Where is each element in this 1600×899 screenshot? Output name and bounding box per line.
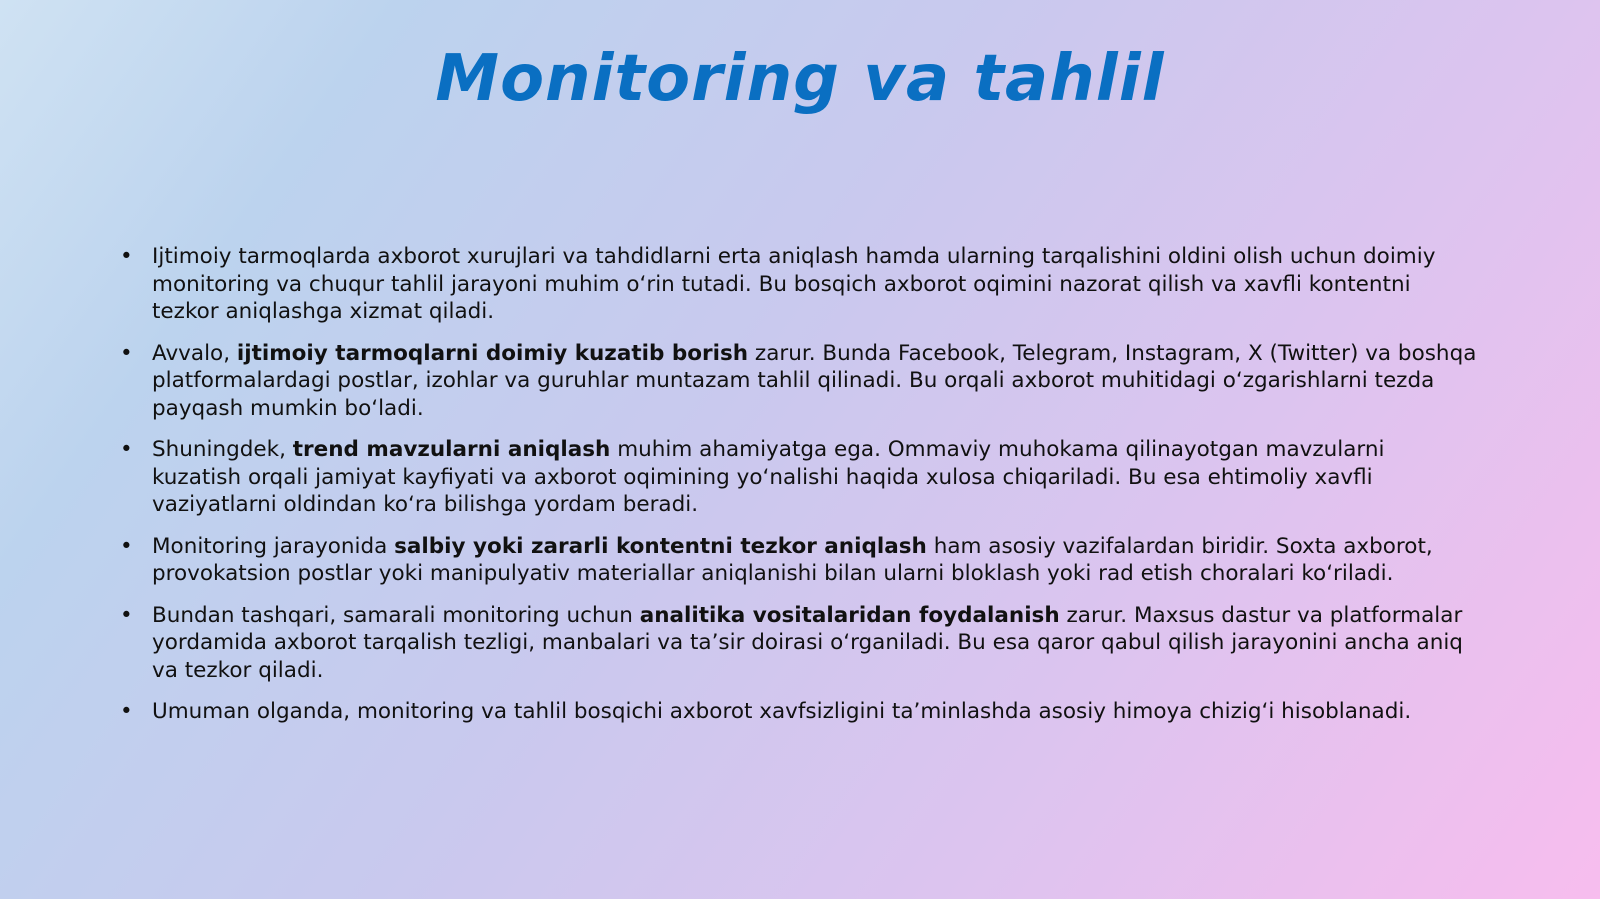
bullet-bold-text: analitika vositalaridan foydalanish (639, 602, 1060, 628)
bullet-text: Ijtimoiy tarmoqlarda axborot xurujlari va tahdidlarni erta aniqlash hamda ularning tarqalishini oldini olish uchun doimiy monitoring va chuqur tahlil jarayoni muhim oʻrin tutadi. Bu bosqich axborot oqimini nazorat qilish va xavfli kontentni tezkor aniqlashga xizmat qiladi. (152, 244, 1436, 324)
bullet-text: Bundan tashqari, samarali monitoring uchun (152, 602, 640, 628)
bullet-dot-icon: • (120, 437, 133, 462)
bullet-text: Umuman olganda, monitoring va tahlil bosqichi axborot xavfsizligini ta’minlashda asosiy himoya chizig‘i hisoblanadi. (152, 699, 1412, 724)
bullet-dot-icon: • (120, 340, 133, 366)
bullet-dot-icon: • (120, 533, 133, 559)
bullet-item-2 (118, 340, 1478, 423)
slide-title: Monitoring va tahlil (435, 42, 1165, 116)
bullet-item-6 (118, 698, 1478, 726)
bullet-text: zarur. Bunda Facebook, Telegram, Instagram, X (Twitter) va boshqa platformalardagi postlar, izohlar va guruhlar muntazam tahlil qilinadi. Bu orqali axborot muhitidagi o‘zgarishlarni tezda payqash mumkin bo‘ladi. (152, 340, 1477, 421)
bullet-text: Avvalo, (152, 340, 237, 366)
bullet-bold-text: trend mavzularni aniqlash (292, 437, 611, 462)
bullet-bold-text: ijtimoiy tarmoqlarni doimiy kuzatib borish (236, 340, 749, 366)
bullet-item-1 (118, 243, 1478, 326)
bullet-item-3 (118, 436, 1478, 519)
bullet-text: Monitoring jarayonida (152, 533, 395, 559)
bullet-text: Shuningdek, (152, 437, 293, 462)
bullet-text: zarur. Maxsus dastur va platformalar yordamida axborot tarqalish tezligi, manbalari va ta’sir doirasi o‘rganiladi. Bu esa qaror qabul qilish jarayonini ancha aniq va tezkor qiladi. (152, 602, 1463, 683)
bullet-dot-icon: • (120, 699, 133, 724)
bullet-bold-text: salbiy yoki zararli kontentni tezkor aniqlash (394, 533, 927, 559)
bullet-item-4 (118, 533, 1478, 588)
bullet-text: ham asosiy vazifalardan biridir. Soxta axborot, provokatsion postlar yoki manipulyativ materiallar aniqlanishi bilan ularni bloklash yoki rad etish choralari ko‘riladi. (152, 533, 1433, 586)
bullet-dot-icon: • (120, 602, 133, 628)
bullet-dot-icon: • (120, 244, 133, 269)
bullet-text: muhim ahamiyatga ega. Ommaviy muhokama qilinayotgan mavzularni kuzatish orqali jamiyat kayfiyati va axborot oqimining yo‘nalishi haqida xulosa chiqariladi. Bu esa ehtimoliy xavfli vaziyatlarni oldindan ko‘ra bilishga yordam beradi. (152, 437, 1385, 517)
bullet-item-5 (118, 602, 1478, 685)
bullet-list (118, 243, 1478, 740)
